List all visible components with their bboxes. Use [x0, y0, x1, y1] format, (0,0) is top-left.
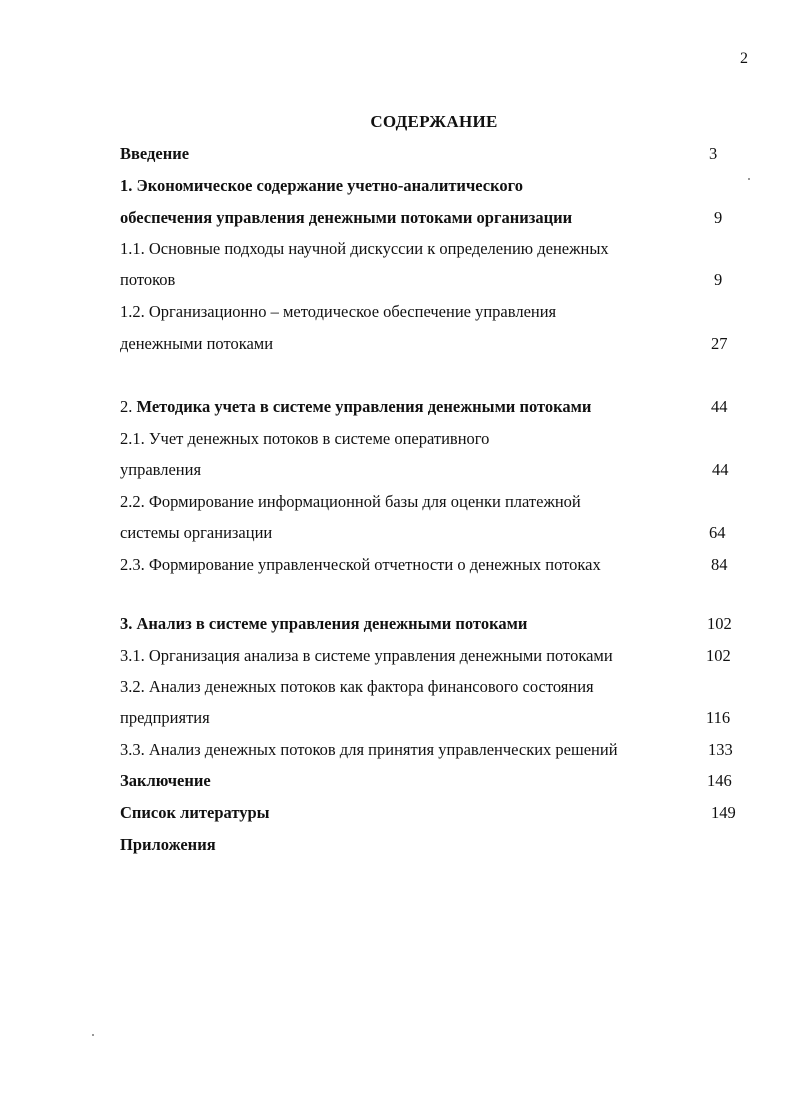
toc-conclusion-page: 146 — [707, 771, 732, 790]
toc-appendices-label: Приложения — [120, 835, 216, 854]
toc-intro-label: Введение — [120, 144, 190, 163]
toc-ch2-page: 44 — [711, 397, 728, 416]
toc-s32-page: 116 — [706, 708, 731, 727]
scan-speck — [92, 1034, 94, 1036]
toc-ch2-label — [120, 397, 591, 417]
toc-s21-line1: 2.1. Учет денежных потоков в системе оперативного — [120, 429, 490, 448]
toc-s31-page: 102 — [706, 646, 731, 665]
scan-speck — [748, 178, 750, 180]
toc-ch3-label: 3. Анализ в системе управления денежными потоками — [120, 614, 528, 633]
toc-s12-line2: денежными потоками — [120, 334, 274, 353]
toc-ch3-page: 102 — [707, 614, 732, 633]
toc-s21-line2: управления — [120, 460, 202, 479]
toc-references-page: 149 — [711, 803, 736, 822]
toc-s23-page: 84 — [711, 555, 728, 574]
toc-ch1-line2: обеспечения управления денежными потоками организации — [120, 208, 573, 227]
toc-s22-page: 64 — [709, 523, 726, 542]
toc-s33-label: 3.3. Анализ денежных потоков для принятия управленческих решений — [120, 740, 618, 759]
toc-ch1-page: 9 — [714, 208, 723, 227]
toc-s11-line1: 1.1. Основные подходы научной дискуссии к определению денежных — [120, 239, 609, 258]
toc-s32-line1: 3.2. Анализ денежных потоков как фактора финансового состояния — [120, 677, 594, 696]
toc-intro-page: 3 — [709, 144, 718, 163]
toc-s12-page: 27 — [711, 334, 728, 353]
toc-s11-line2: потоков — [120, 270, 176, 289]
toc-s23-label: 2.3. Формирование управленческой отчетности о денежных потоках — [120, 555, 601, 574]
toc-ch2-title: Методика учета в системе управления денежными потоками — [136, 397, 592, 416]
toc-s12-line1: 1.2. Организационно – методическое обеспечение управления — [120, 302, 557, 321]
page-title: СОДЕРЖАНИЕ — [370, 112, 498, 131]
toc-s32-line2: предприятия — [120, 708, 210, 727]
toc-conclusion-label: Заключение — [120, 771, 211, 790]
toc-s31-label: 3.1. Организация анализа в системе управления денежными потоками — [120, 646, 613, 665]
toc-s33-page: 133 — [708, 740, 733, 759]
toc-ch1-line1: 1. Экономическое содержание учетно-аналитического — [120, 176, 523, 195]
toc-references-label: Список литературы — [120, 803, 270, 822]
toc-s11-page: 9 — [714, 270, 723, 289]
toc-s21-page: 44 — [712, 460, 729, 479]
toc-s22-line2: системы организации — [120, 523, 273, 542]
toc-ch2-prefix: 2. — [120, 397, 137, 416]
page-number: 2 — [740, 50, 748, 67]
toc-s22-line1: 2.2. Формирование информационной базы для оценки платежной — [120, 492, 581, 511]
